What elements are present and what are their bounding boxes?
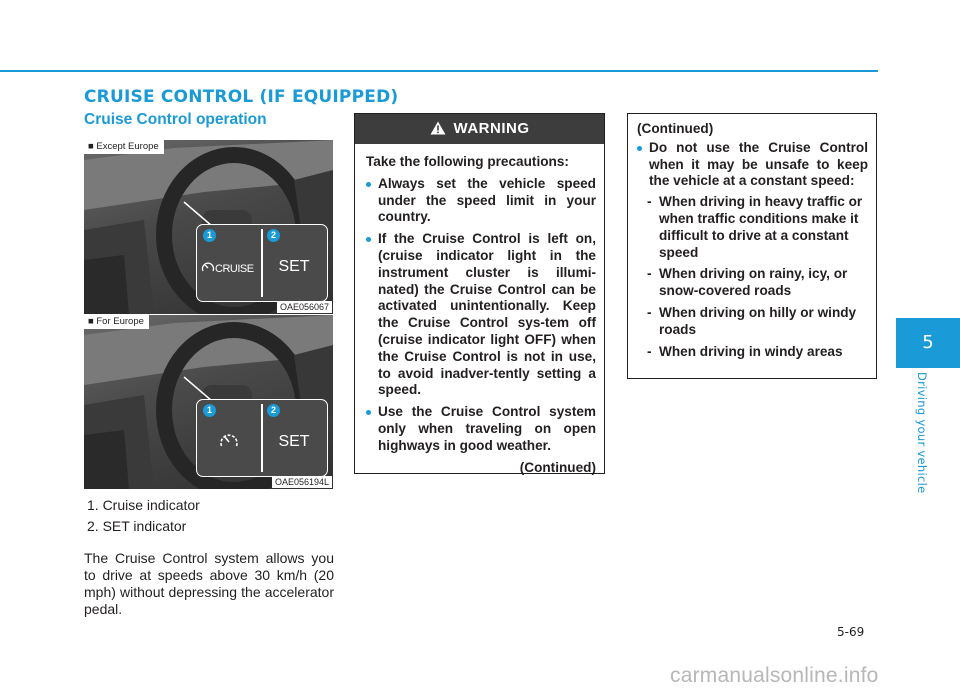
condition-item: - When driving in heavy traffic or when traffic conditions make it difficult to drive at a constant speed xyxy=(647,194,863,260)
page-number: 5-69 xyxy=(837,625,865,639)
figure-tag: ■ For Europe xyxy=(84,315,149,329)
speedometer-icon xyxy=(219,430,239,448)
condition-item: - When driving on rainy, icy, or snow-covered roads xyxy=(647,266,848,299)
continued-title: (Continued) xyxy=(637,121,714,136)
warning-box xyxy=(354,113,605,474)
continued-bullet-text: Do not use the Cruise Control when it may be unsafe to keep the vehicle at a constant speed: xyxy=(649,139,868,189)
continued-bullets xyxy=(637,140,868,190)
figure-tag: ■ Except Europe xyxy=(84,140,164,154)
cruise-indicator-label: CRUISE xyxy=(215,263,254,275)
top-rule xyxy=(0,70,878,72)
bullet-dot-icon xyxy=(366,182,371,187)
warning-bullet-text: Use the Cruise Control system only when traveling on open highways in good weather. xyxy=(378,404,596,453)
condition-item: - When driving on hilly or windy roads xyxy=(647,304,857,337)
speedometer-icon xyxy=(201,261,215,272)
continued-warning-box xyxy=(627,113,877,379)
warning-triangle-icon xyxy=(430,121,446,135)
cruise-indicator xyxy=(201,261,259,275)
warning-header xyxy=(355,114,604,144)
callout-number-1: 1 xyxy=(203,404,216,417)
figure-code: OAE056194L xyxy=(272,476,332,488)
condition-text: When driving in heavy traffic or when traffic conditions make it difficult to drive at a constant speed xyxy=(659,194,863,260)
condition-text: When driving on rainy, icy, or snow-covered roads xyxy=(659,266,848,299)
bullet-dot-icon xyxy=(637,146,642,151)
watermark: carmanualsonline.info xyxy=(670,664,879,687)
warning-bullet xyxy=(366,231,596,399)
warning-continued: (Continued) xyxy=(519,459,596,475)
warning-bullet-text: If the Cruise Control is left on, (cruise indicator light in the instrument cluster is illumi-nated) the Cruise Control can be activated unintentionally. Keep the Cruise Control sys-tem off (cruise indicator light OFF) when the Cruise Control is not in use, to avoid inadver-tently setting a speed. xyxy=(378,231,596,398)
set-indicator: SET xyxy=(278,258,310,275)
figure-code: OAE056067 xyxy=(277,301,332,313)
indicator-inset xyxy=(196,399,328,477)
body-paragraph: The Cruise Control system allows you to drive at speeds above 30 km/h (20 mph) without depressing the accelerator pedal. xyxy=(84,550,334,617)
figure-except-europe xyxy=(84,140,333,314)
indicator-inset xyxy=(196,224,328,302)
warning-intro: Take the following precautions: xyxy=(366,154,569,169)
figure-for-europe xyxy=(84,315,333,489)
set-indicator: SET xyxy=(278,433,310,450)
bullet-dot-icon xyxy=(366,237,371,242)
chapter-label: Driving your vehicle xyxy=(915,372,929,494)
warning-bullet-text: Always set the vehicle speed under the speed limit in your country. xyxy=(378,175,596,225)
legend-item: 1. Cruise indicator xyxy=(87,497,200,513)
warning-bullets xyxy=(366,176,596,455)
warning-bullet xyxy=(366,176,596,226)
condition-text: When driving on hilly or windy roads xyxy=(659,304,857,337)
legend-item: 2. SET indicator xyxy=(87,518,187,534)
bullet-dot-icon xyxy=(366,410,371,415)
condition-list xyxy=(637,194,868,360)
warning-bullet xyxy=(366,404,596,454)
warning-title: WARNING xyxy=(453,120,530,137)
continued-bullet xyxy=(637,140,868,190)
callout-number-1: 1 xyxy=(203,229,216,242)
condition-item: - When driving in windy areas xyxy=(647,343,843,359)
indicator-legend xyxy=(87,495,200,537)
callout-number-2: 2 xyxy=(267,404,280,417)
condition-text: When driving in windy areas xyxy=(659,343,843,359)
chapter-number-tab: 5 xyxy=(896,318,960,368)
callout-number-2: 2 xyxy=(267,229,280,242)
section-title: CRUISE CONTROL (IF EQUIPPED) xyxy=(84,87,399,107)
subsection-title: Cruise Control operation xyxy=(84,111,267,128)
